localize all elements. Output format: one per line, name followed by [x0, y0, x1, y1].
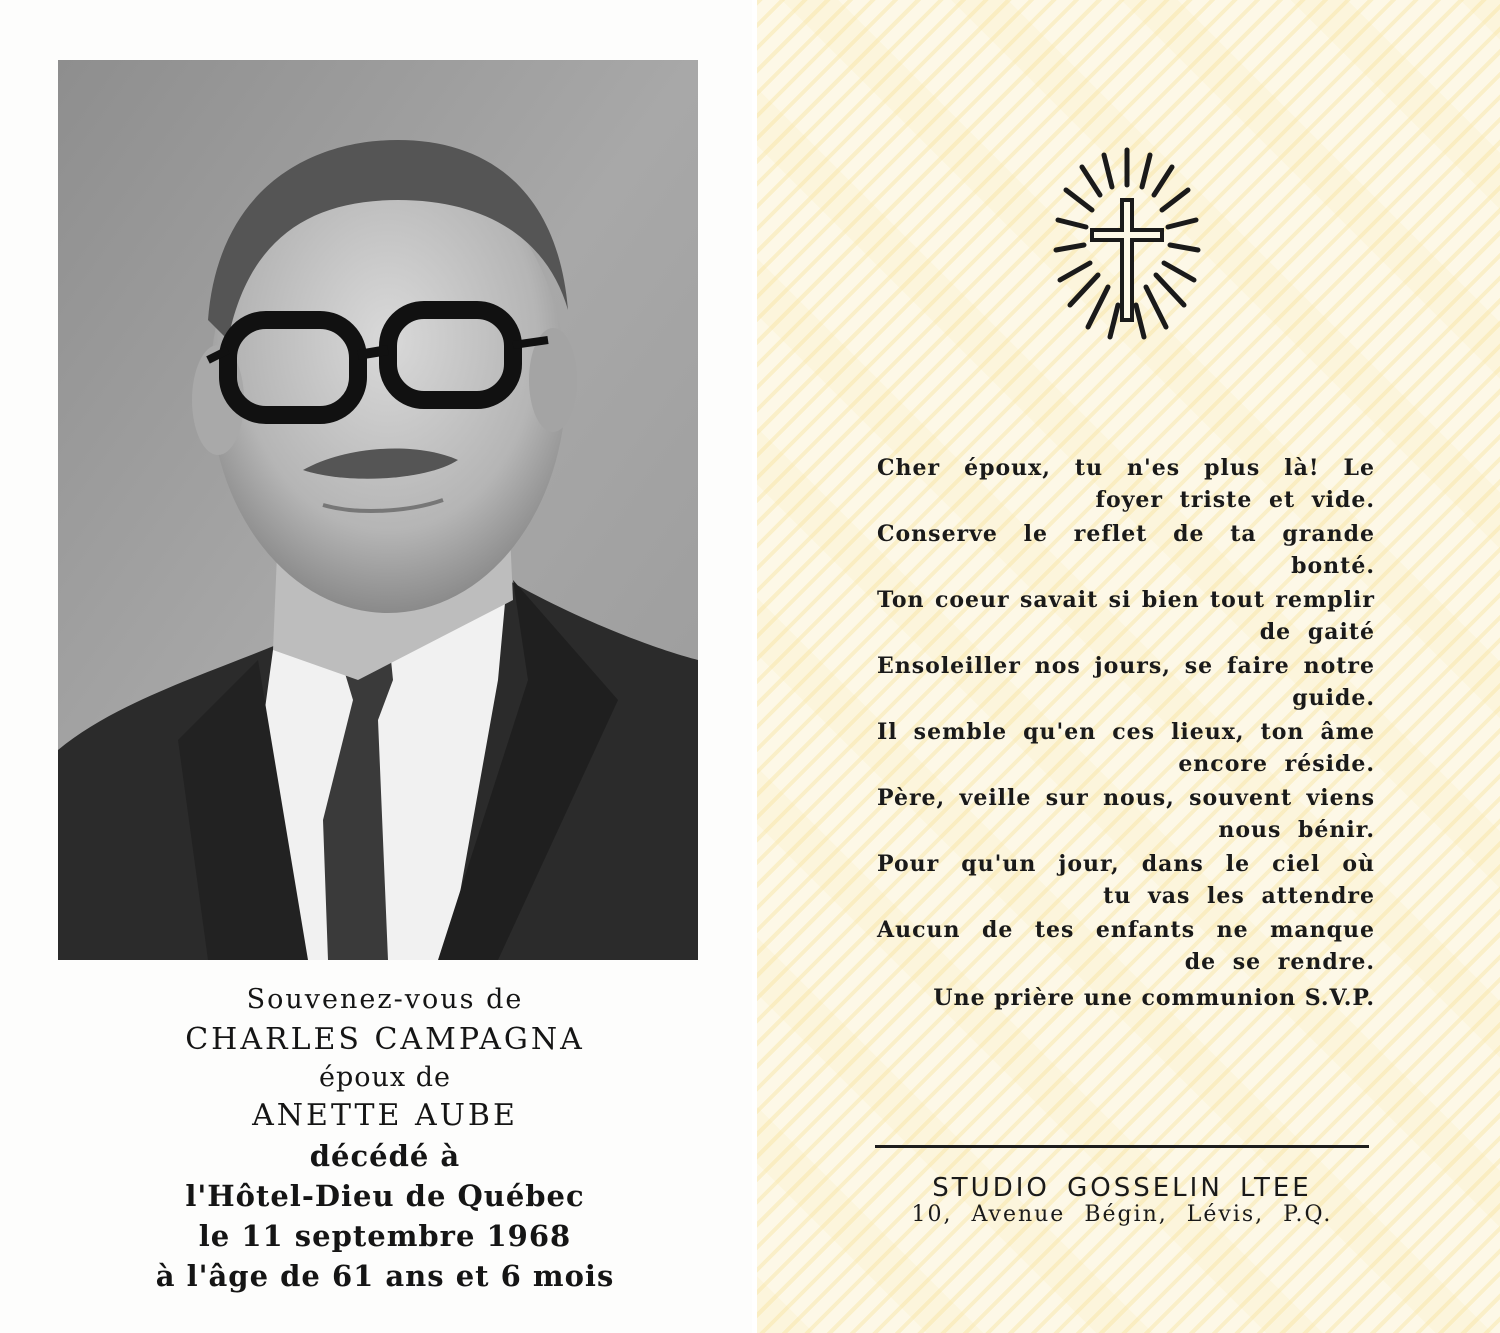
poem-line-continuation: de se rendre. [1184, 949, 1375, 975]
radiant-cross-icon [1052, 145, 1202, 345]
poem-line: Aucun de tes enfants ne manque [877, 917, 1375, 943]
poem-line: Pour qu'un jour, dans le ciel où [877, 851, 1375, 877]
poem-line-continuation: encore réside. [1178, 751, 1375, 777]
memorial-card-back [757, 0, 1500, 1333]
deceased-at-label: décédé à [309, 1139, 461, 1173]
poem-line: Cher époux, tu n'es plus là! Le [877, 455, 1375, 481]
closing-request: Une prière une communion S.V.P. [933, 985, 1375, 1011]
studio-name: STUDIO GOSSELIN LTEE [932, 1173, 1312, 1203]
poem-line: Ton coeur savait si bien tout remplir [877, 587, 1375, 613]
spouse-label: époux de [319, 1062, 451, 1093]
poem-line-continuation: de gaité [1259, 619, 1375, 645]
spouse-name: ANETTE AUBE [252, 1098, 518, 1133]
poem-line: Ensoleiller nos jours, se faire notre [877, 653, 1375, 679]
poem-line-continuation: guide. [1292, 685, 1375, 711]
poem-line-continuation: foyer triste et vide. [1095, 487, 1375, 513]
poem-line-continuation: nous bénir. [1218, 817, 1375, 843]
age-at-death: à l'âge de 61 ans et 6 mois [155, 1259, 615, 1293]
poem-line-continuation: tu vas les attendre [1103, 883, 1375, 909]
poem-line: Conserve le reflet de ta grande [877, 521, 1375, 547]
memorial-caption [0, 980, 770, 1296]
deceased-name: CHARLES CAMPAGNA [185, 1022, 585, 1057]
date-of-death: le 11 septembre 1968 [198, 1219, 572, 1253]
place-of-death: l'Hôtel-Dieu de Québec [185, 1179, 585, 1213]
poem-line: Père, veille sur nous, souvent viens [877, 785, 1375, 811]
poem-line-continuation: bonté. [1291, 553, 1375, 579]
portrait-photo [58, 60, 698, 960]
memorial-poem [877, 452, 1375, 1014]
caption-intro: Souvenez-vous de [246, 984, 524, 1015]
studio-address: 10, Avenue Bégin, Lévis, P.Q. [911, 1202, 1333, 1227]
poem-line: Il semble qu'en ces lieux, ton âme [877, 719, 1375, 745]
divider-rule [875, 1145, 1369, 1148]
